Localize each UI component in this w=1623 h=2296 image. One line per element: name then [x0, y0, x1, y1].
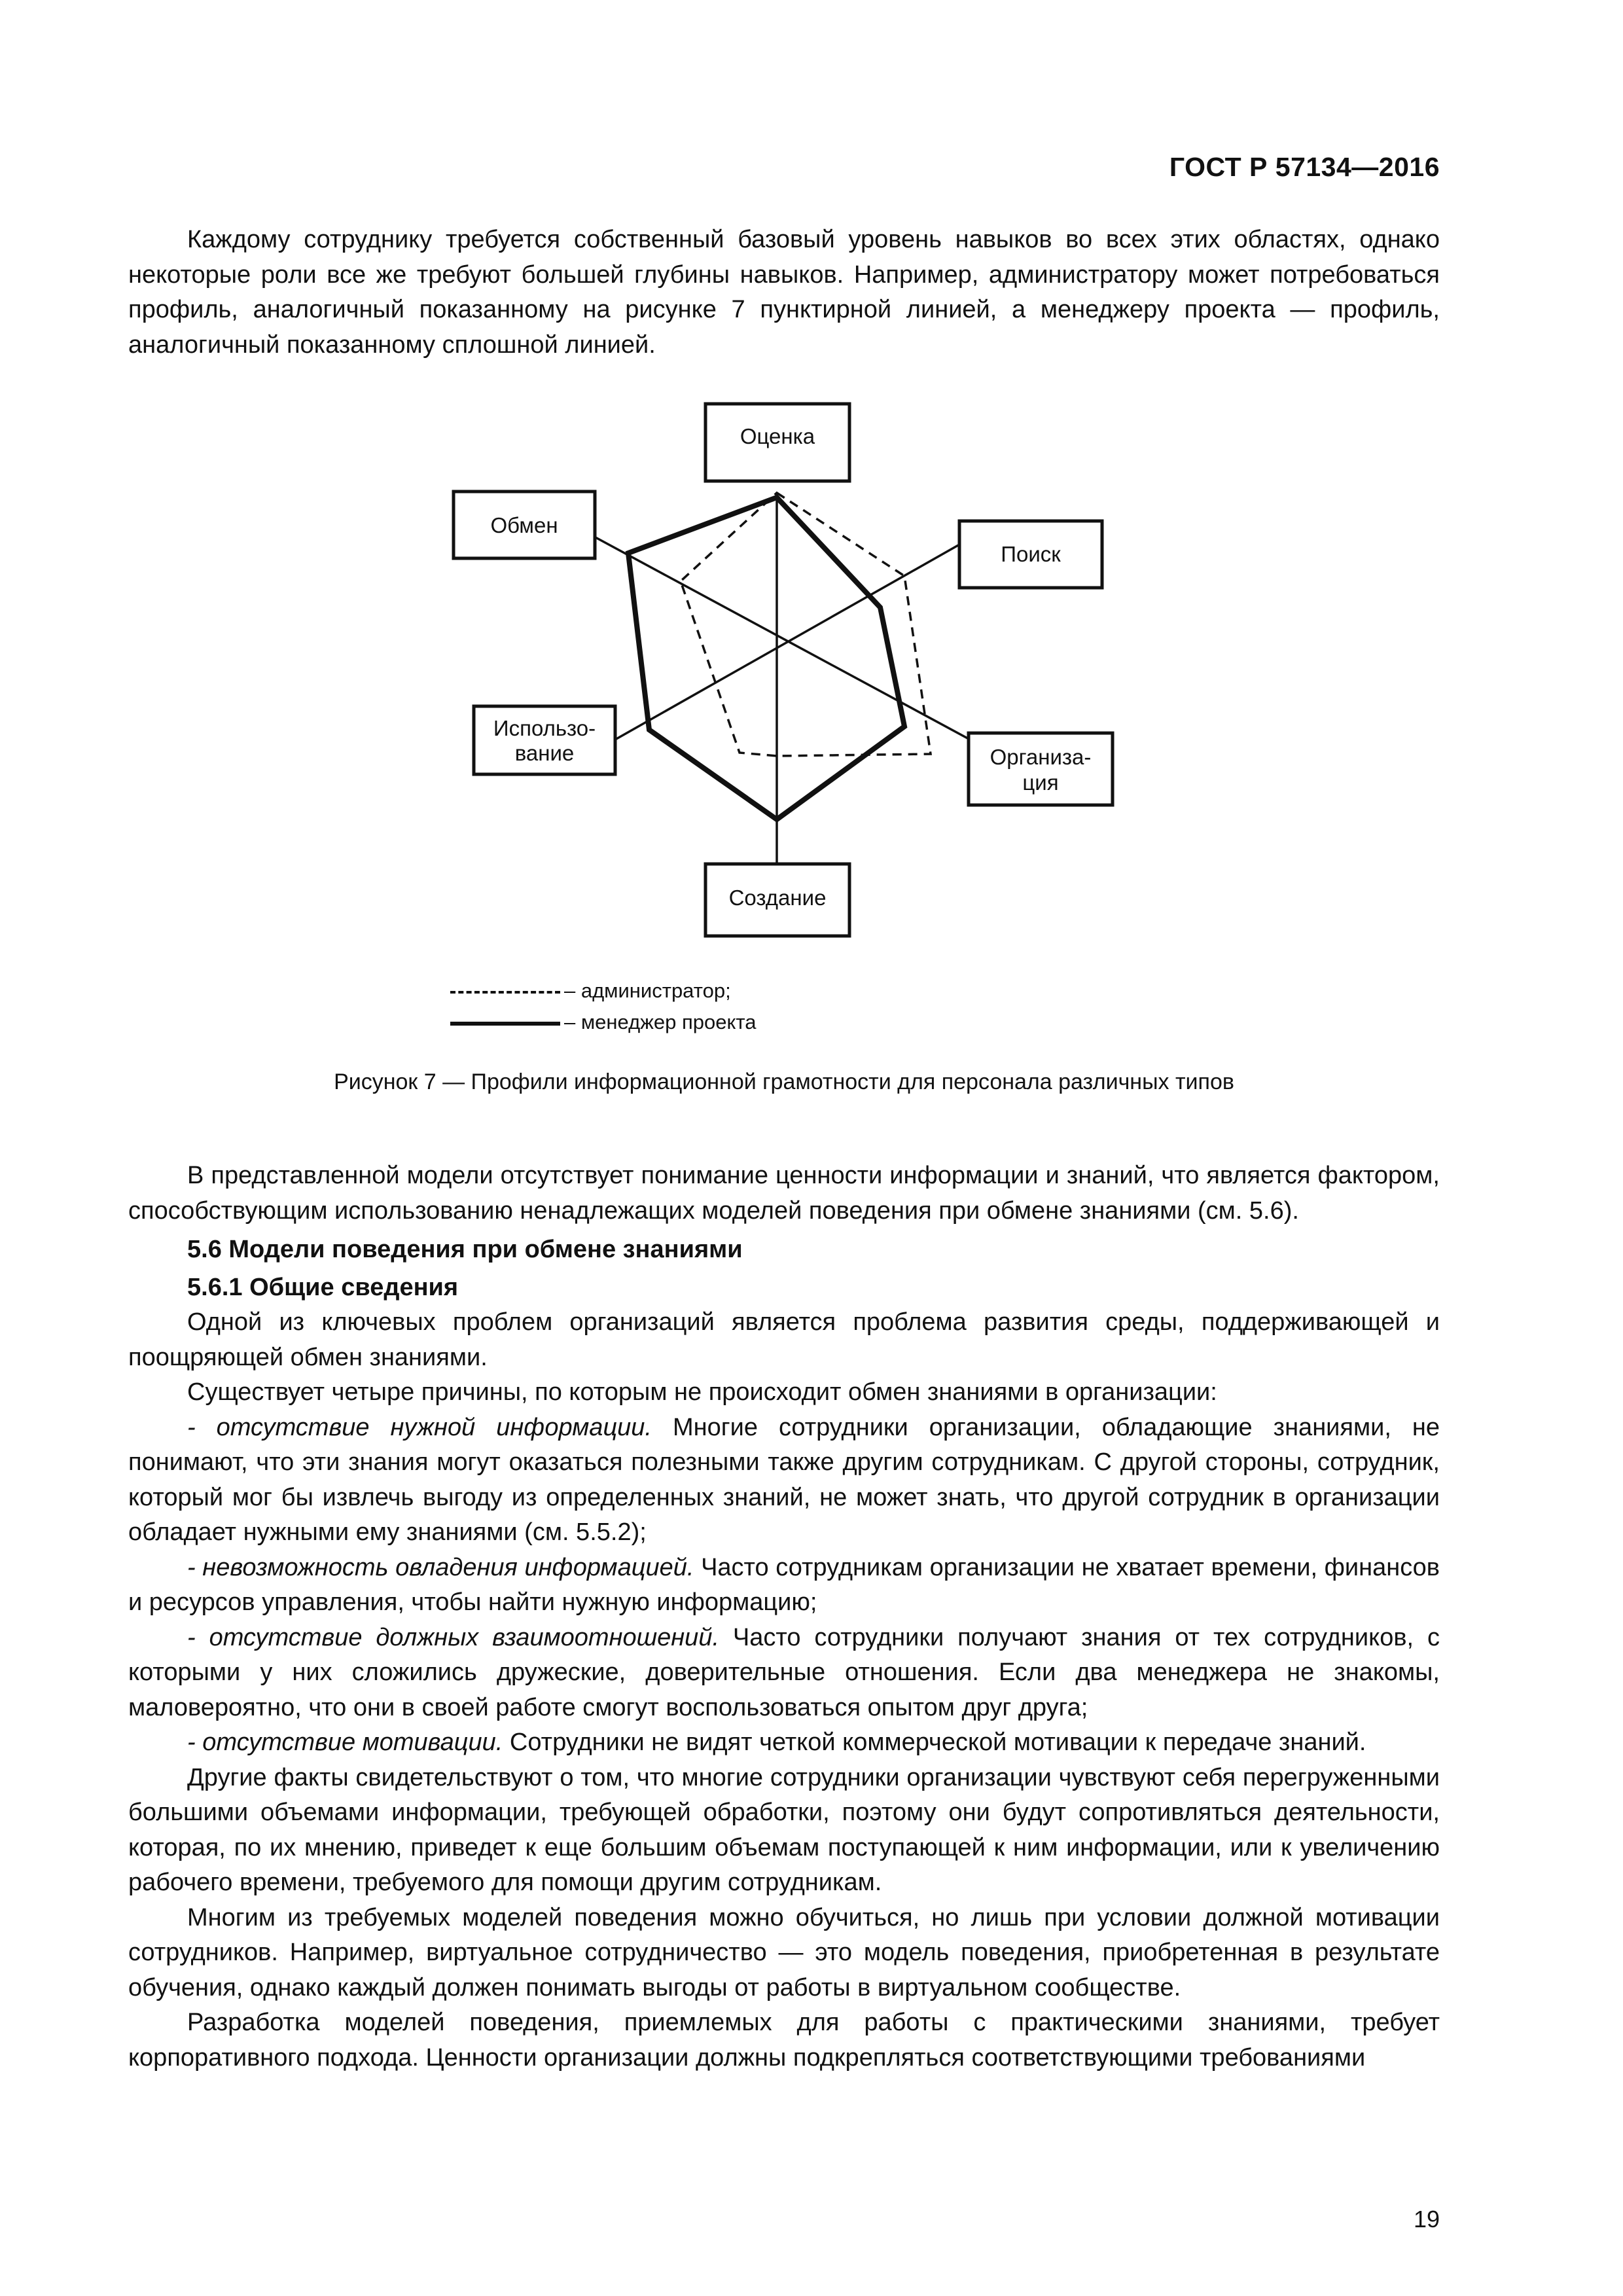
reason-4-text: Сотрудники не видят четкой коммерческой мотивации к передаче знаний.	[503, 1729, 1366, 1756]
label-exchange: Обмен	[490, 513, 558, 537]
reason-2-term: - невозможность овладения информацией.	[187, 1553, 694, 1581]
reason-1-text: Многие сотрудники организации, обладающие знаниями, не понимают, что эти знания могут оказаться полезными также другим сотрудникам. С другой стороны, сотрудник, который мог бы извлечь выгоду из определенных знаний, не может знать, что другой сотрудник в организации обладает нужными ему знаниями (см. 5.5.2);	[128, 1413, 1440, 1546]
legend-manager-label: – менеджер проекта	[564, 1011, 757, 1033]
legend-solid-line	[450, 1022, 560, 1026]
reason-1	[128, 1410, 1440, 1551]
manager-profile-solid	[628, 497, 904, 819]
label-creation: Создание	[728, 886, 827, 910]
reason-3-term: - отсутствие должных взаимоотношений.	[187, 1623, 720, 1651]
legend-admin-label: – администратор;	[564, 979, 731, 1002]
paragraph-model: В представленной модели отсутствует понимание ценности информации и знаний, что является фактором, способствующим использованию ненадлежащих моделей поведения при обмене знаниями (см. 5.6).	[128, 1162, 1440, 1225]
standard-number: ГОСТ Р 57134—2016	[1169, 152, 1440, 182]
label-assessment: Оценка	[740, 424, 815, 448]
label-usage-line2: вание	[514, 741, 575, 765]
reason-4-term: - отсутствие мотивации.	[187, 1729, 503, 1756]
label-search: Поиск	[1001, 542, 1061, 566]
page-number: 19	[1413, 2206, 1440, 2233]
paragraph-learn: Многим из требуемых моделей поведения можно обучиться, но лишь при условии должной мотивации сотрудников. Например, виртуальное сотрудничество — это модель поведения, приобретенная в результате обучения, однако каждый должен понимать выгоды от работы в виртуальном сообществе.	[128, 1903, 1440, 2001]
legend-dashed-line	[450, 991, 560, 994]
reason-4	[128, 1725, 1440, 1761]
label-organization-line1: Организа-	[990, 745, 1092, 769]
heading-5-6: 5.6 Модели поведения при обмене знаниями	[187, 1236, 743, 1263]
label-organization-line2: ция	[1022, 770, 1059, 795]
heading-5-6-1: 5.6.1 Общие сведения	[187, 1273, 459, 1301]
body-text	[128, 1158, 1440, 2075]
paragraph-other-facts: Другие факты свидетельствуют о том, что многие сотрудники организации чувствуют себя перегруженными большими объемами информации, требующей обработки, поэтому они будут сопротивляться деятельности, которая, по их мнению, приведет к еще большим объемам поступающей к ним информации, или к увеличению рабочего времени, требуемого для помощи другим сотрудникам.	[128, 1763, 1440, 1896]
legend-admin	[450, 979, 731, 1003]
paragraph-key-problem: Одной из ключевых проблем организаций является проблема развития среды, поддерживающей и поощряющей обмен знаниями.	[128, 1308, 1440, 1371]
figure-caption: Рисунок 7 — Профили информационной грамотности для персонала различных типов	[334, 1069, 1234, 1094]
axis-usage-search	[615, 545, 959, 740]
legend-manager	[450, 1011, 757, 1034]
paragraph-four-reasons: Существует четыре причины, по которым не происходит обмен знаниями в организации:	[187, 1378, 1217, 1406]
label-usage-line1: Использо-	[493, 716, 596, 740]
reason-1-term: - отсутствие нужной информации.	[187, 1413, 652, 1441]
reason-3-text: Часто сотрудники получают знания от тех сотрудников, с которыми у них сложились дружеские, доверительные отношения. Если два менеджера не знакомы, маловероятно, что они в своей работе смогут воспользоваться опытом друг друга;	[128, 1623, 1440, 1721]
reason-2-text: Часто сотрудникам организации не хватает времени, финансов и ресурсов управления, чтобы найти нужную информацию;	[128, 1553, 1440, 1616]
paragraph-develop: Разработка моделей поведения, приемлемых для работы с практическими знаниями, требует корпоративного подхода. Ценности организации должны подкрепляться соответствующими требованиями	[128, 2009, 1440, 2072]
reason-2	[128, 1551, 1440, 1621]
admin-profile-dashed	[681, 493, 931, 756]
reason-3	[128, 1621, 1440, 1726]
intro-paragraph: Каждому сотруднику требуется собственный базовый уровень навыков во всех этих областях, однако некоторые роли все же требуют большей глубины навыков. Например, администратору может потребоваться профиль, аналогичный показанному на рисунке 7 пунктирной линией, а менеджеру проекта — профиль, аналогичный показанному сплошной линией.	[128, 226, 1440, 359]
